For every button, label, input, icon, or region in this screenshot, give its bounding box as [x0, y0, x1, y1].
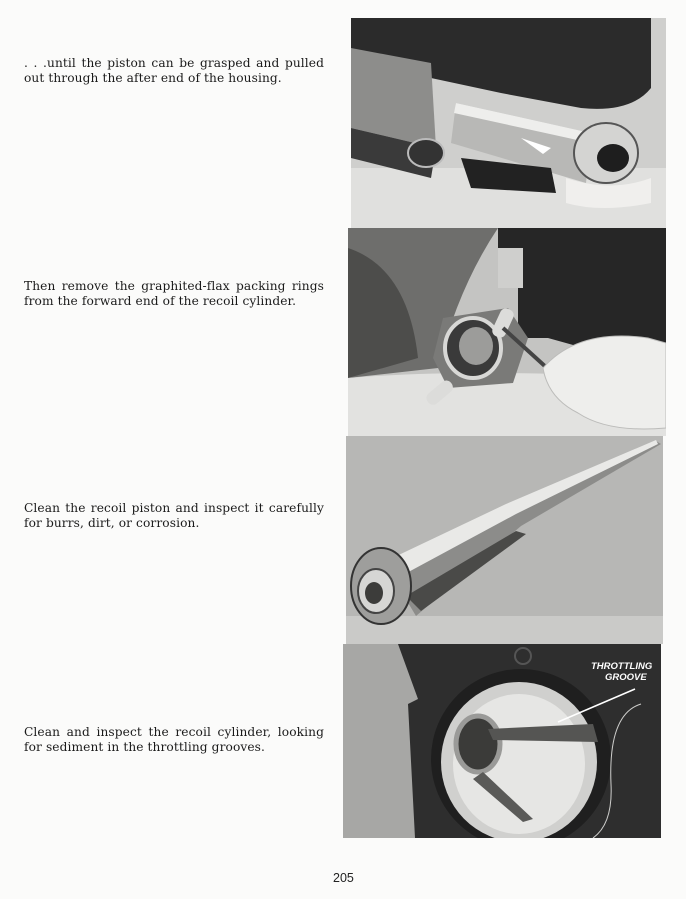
photo-recoil-piston: [346, 436, 663, 644]
page-number: 205: [333, 871, 354, 885]
step-1-caption: . . .until the piston can be grasped and pulled out through the after end of the housing.: [24, 56, 324, 86]
step-2-caption: Then remove the graphited-flax packing rings from the forward end of the recoil cylinder.: [24, 279, 324, 309]
callout-label-line2: GROOVE: [605, 672, 647, 683]
photo-packing-rings: [348, 228, 666, 436]
callout-label-line1: THROTTLING: [591, 661, 653, 672]
photo-piston-withdrawn: [351, 18, 666, 228]
step-3-caption: Clean the recoil piston and inspect it carefully for burrs, dirt, or corrosion.: [24, 501, 324, 531]
photo-recoil-cylinder: [343, 644, 661, 838]
step-4-caption: Clean and inspect the recoil cylinder, looking for sediment in the throttling grooves.: [24, 725, 324, 755]
